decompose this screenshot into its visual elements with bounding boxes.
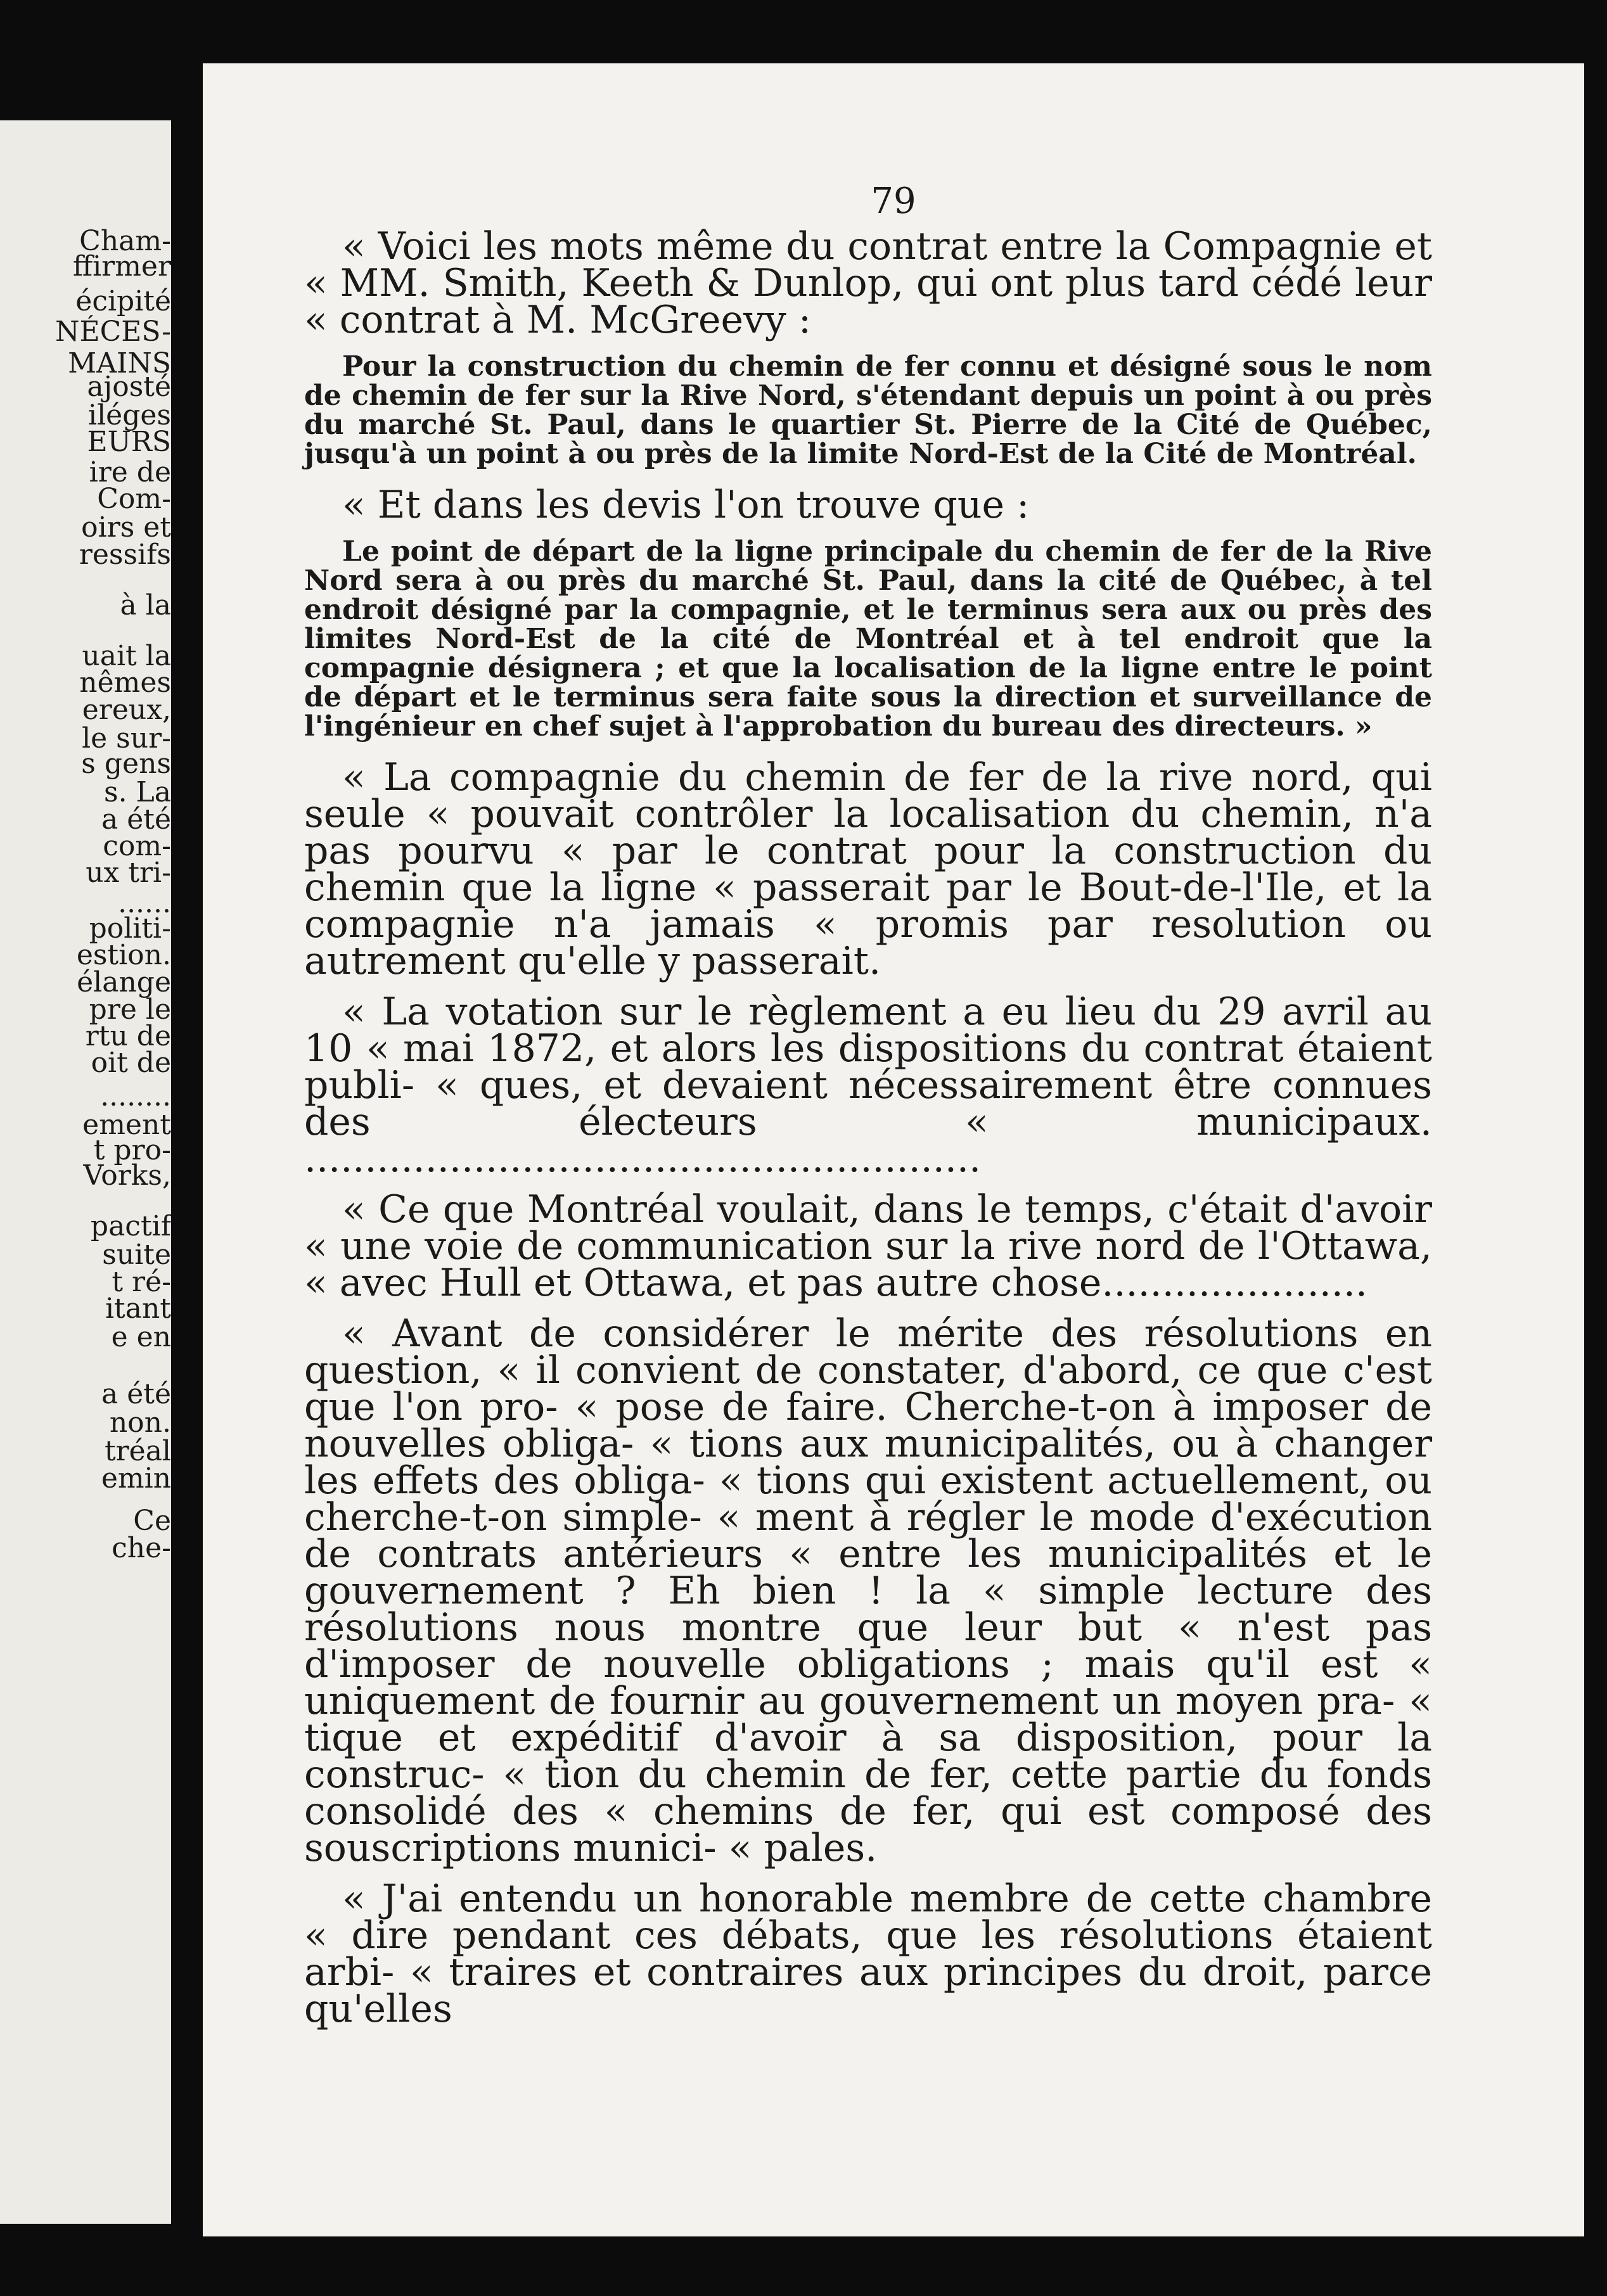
facing-page-text: ressifs xyxy=(79,539,171,571)
body-paragraph: « Avant de considérer le mérite des résolutions en question, « il convient de constater, d'abord, ce que c'est que l'on pro- « pose de faire. Cherche-t-on à imposer de nouvelles obliga- « tions aux municipalités, ou à changer les effets des obliga- « tions qui existent actuellement, ou cherche-t-on simple- « ment à régler le mode d'exécution de contrats antérieurs « entre les municipalités et le gouvernement ? Eh bien ! la « simple lecture des résolutions nous montre que leur but « n'est pas d'imposer de nouvelle obligations ; mais qu'il est « uniquement de fournir au gouvernement un moyen pra- « tique et expéditif d'avoir à sa disposition, pour la construc- « tion du chemin de fer, cette partie du fonds consolidé des « chemins de fer, qui est composé des souscriptions munici- « pales. xyxy=(304,1311,1432,1870)
facing-page-text: a été xyxy=(101,803,171,836)
body-paragraph: « J'ai entendu un honorable membre de cette chambre « dire pendant ces débats, que les résolutions étaient arbi- « traires et contraires aux principes du droit, parce qu'elles xyxy=(304,1877,1432,2031)
facing-page-text: pre le xyxy=(89,993,171,1026)
page-gutter xyxy=(171,0,203,2296)
facing-page-text: itant xyxy=(105,1292,171,1325)
facing-page-text: uait la xyxy=(82,640,171,672)
facing-page-text: t ré- xyxy=(112,1266,171,1298)
facing-page-text: Com- xyxy=(97,483,171,515)
facing-page-text: rtu de xyxy=(85,1020,171,1052)
facing-page-text: ajosté xyxy=(87,371,171,403)
facing-page-text: ...... xyxy=(118,887,171,919)
facing-page-text: a été xyxy=(101,1378,171,1410)
main-page xyxy=(203,63,1584,2236)
page-body xyxy=(304,224,1432,2041)
body-paragraph: « Voici les mots même du contrat entre la Compagnie et « MM. Smith, Keeth & Dunlop, qui ont plus tard cédé leur « contrat à M. McGreevy : xyxy=(304,224,1432,342)
facing-page-text: MAINS xyxy=(68,347,171,379)
facing-page-text: à la xyxy=(120,589,171,622)
facing-page-text: s. La xyxy=(103,776,171,808)
facing-page-text: ereux, xyxy=(82,694,171,726)
facing-page-text: EURS xyxy=(87,426,171,458)
facing-page-text: nêmes xyxy=(79,666,171,699)
body-paragraph: « La votation sur le règlement a eu lieu du 29 avril au 10 « mai 1872, et alors les dispositions du contrat étaient publi- « ques, et devaient nécessairement être connues des électeurs « municipaux. ........................................................ xyxy=(304,990,1432,1181)
facing-page-text: com- xyxy=(103,830,171,862)
facing-page-text: non. xyxy=(109,1406,171,1439)
facing-page-text: ux tri- xyxy=(86,857,171,889)
facing-page-text: t pro- xyxy=(93,1134,171,1166)
quoted-excerpt: Le point de départ de la ligne principale du chemin de fer de la Rive Nord sera à ou près du marché St. Paul, dans la cité de Québec, à tel endroit désigné par la compagnie, et le terminus sera aux ou près des limites Nord-Est de la cité de Montréal et à tel endroit que la compagnie désignera ; et que la localisation de la ligne entre le point de départ et le terminus sera faite sous la direction et surveillance de l'ingénieur en chef sujet à l'approbation du bureau des directeurs. » xyxy=(304,535,1432,743)
facing-page-text: écipité xyxy=(75,285,171,317)
quoted-excerpt: Pour la construction du chemin de fer connu et désigné sous le nom de chemin de fer sur la Rive Nord, s'étendant depuis un point à ou près du marché St. Paul, dans le quartier St. Pierre de la Cité de Québec, jusqu'à un point à ou près de la limite Nord-Est de la Cité de Montréal. xyxy=(304,350,1432,470)
facing-page-text: suite xyxy=(102,1239,171,1271)
facing-page-text: pactif xyxy=(90,1210,171,1242)
body-paragraph: « La compagnie du chemin de fer de la rive nord, qui seule « pouvait contrôler la localisation du chemin, n'a pas pourvu « par le contrat pour la construction du chemin que la ligne « passerait par le Bout-de-l'Ile, et la compagnie n'a jamais « promis par resolution ou autrement qu'elle y passerait. xyxy=(304,755,1432,983)
facing-page-text: s gens xyxy=(81,748,171,780)
facing-page-text: oit de xyxy=(91,1047,171,1079)
body-paragraph: « Ce que Montréal voulait, dans le temps, c'était d'avoir « une voie de communication sur la rive nord de l'Ottawa, « avec Hull et Ottawa, et pas autre chose...................... xyxy=(304,1187,1432,1305)
facing-page-text: iléges xyxy=(88,399,171,431)
page-number: 79 xyxy=(871,181,916,222)
facing-page-text: e en xyxy=(111,1321,171,1353)
facing-page-text: Ce xyxy=(133,1505,171,1537)
facing-page-text: ffirmer xyxy=(72,250,171,283)
facing-page-text: ement xyxy=(82,1109,171,1141)
facing-page-text: emin xyxy=(101,1462,171,1495)
facing-page-text: estion. xyxy=(76,939,171,971)
facing-page-text: NÉCES- xyxy=(54,316,171,348)
facing-page-text: élange xyxy=(77,966,171,998)
scan-border xyxy=(1584,0,1607,2296)
facing-page-text: ........ xyxy=(100,1080,171,1113)
facing-page-text: ire de xyxy=(89,456,171,488)
facing-page-text: che- xyxy=(112,1532,171,1564)
facing-page-text: Cham- xyxy=(79,225,171,257)
body-paragraph: « Et dans les devis l'on trouve que : xyxy=(342,483,1030,527)
facing-page-text: tréal xyxy=(104,1435,171,1467)
facing-page-text: Vorks, xyxy=(83,1159,171,1192)
facing-page-text: politi- xyxy=(89,912,171,945)
facing-page-fragment xyxy=(0,120,171,2224)
facing-page-text: le sur- xyxy=(82,722,171,755)
facing-page-text: oirs et xyxy=(81,511,171,544)
